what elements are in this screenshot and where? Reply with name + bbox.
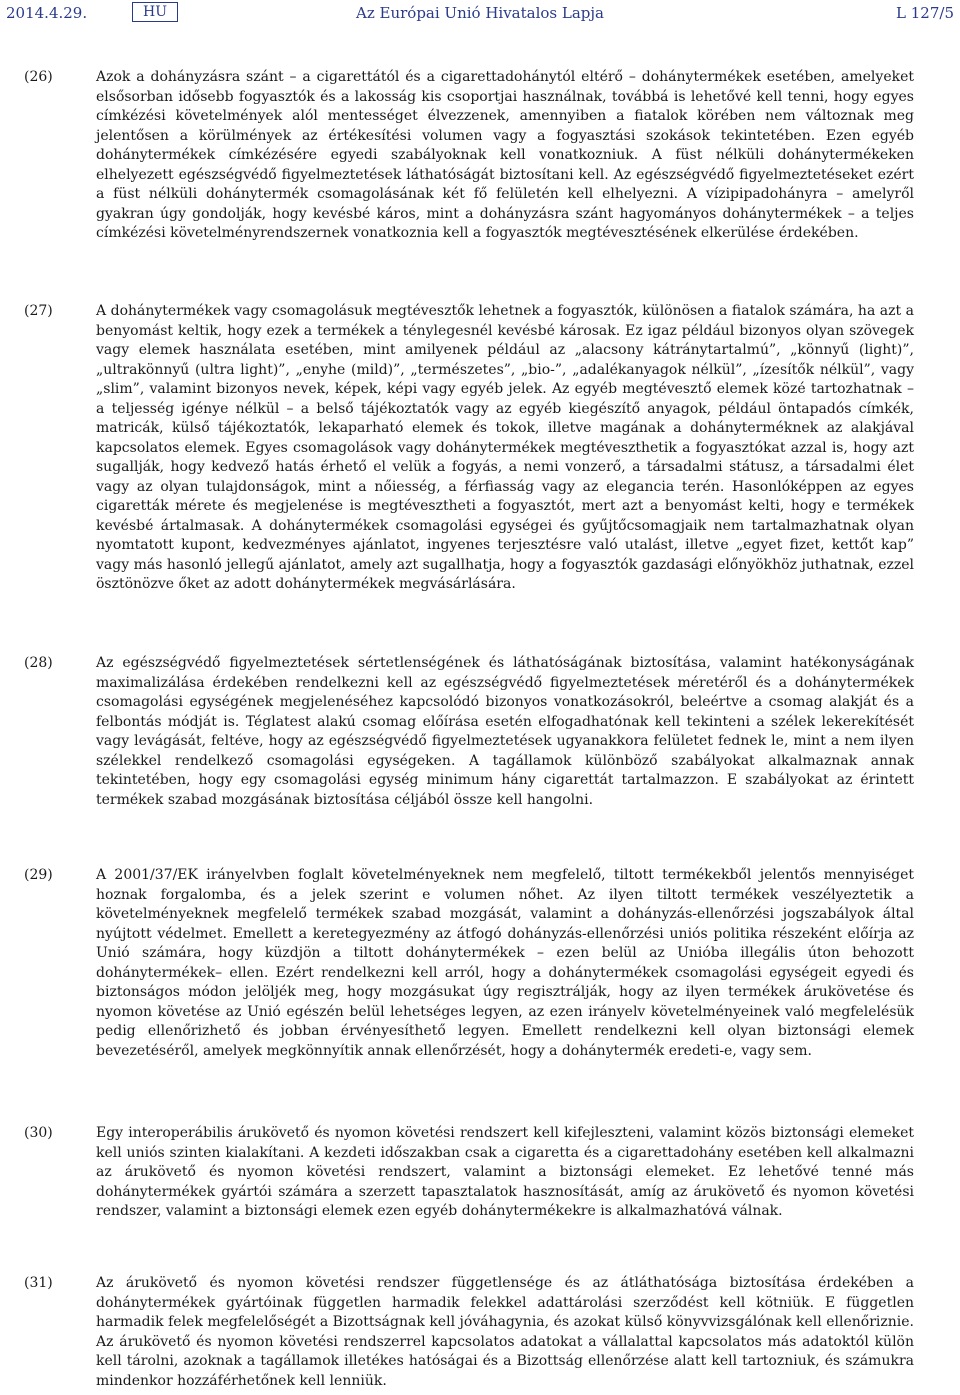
paragraph-number: (30) <box>24 1125 53 1141</box>
page-reference: L 127/5 <box>896 4 954 22</box>
publication-date: 2014.4.29. <box>6 4 88 22</box>
paragraph-text: Egy interoperábilis árukövető és nyomon követési rendszert kell kifejleszteni, valamint közös biztonsági elemeket kell uniós szinten kialakítani. A kezdeti időszakban csak a cigaretta és a cigarettadohány esetében kell alkalmazni az árukövető és nyomon követési rendszert, valamint a biztonsági elemeket. Ez lehetővé tenné más dohánytermékek gyártói számára a szerzett tapasztalatok hasznosítását, amíg az árukövető és nyomon követési rendszer, valamint a biztonsági elemek ezen egyéb dohánytermékekre is alkalmazhatóvá válnak. <box>96 1125 914 1219</box>
paragraph-text: Azok a dohányzásra szánt – a cigarettától és a cigarettadohánytól eltérő – dohánytermékek esetében, amelyeket elsősorban idősebb fogyasztók és a lakosság kis csoportjai használnak, továbbá is lehetővé kell tenni, hogy egyes címkézési követelmények alól mentességet élvezzenek, amennyiben a fiatalok körében nem változnak meg jelentősen a körülmények az értékesítési volumen vagy a fogyasztási szokások tekintetében. Ezen egyéb dohánytermékek címkézésére egyedi szabályoknak kell vonatkozniuk. A füst nélküli dohánytermékeken elhelyezett egészségvédő figyelmeztetések láthatóságát biztosítani kell. Az egészségvédő figyelmeztetéseket ezért a füst nélküli dohánytermék csomagolásának két fő felületén kell elhelyezni. A vízipipadohányra – amelyről gyakran úgy gondolják, hogy kevésbé káros, mint a dohányzásra szánt hagyományos dohánytermékek – a teljes címkézési követelményrendszernek vonatkoznia kell a fogyasztók megtévesztésének elkerülése érdekében. <box>96 69 914 241</box>
paragraph-number: (31) <box>24 1275 53 1291</box>
paragraph-text: Az árukövető és nyomon követési rendszer függetlensége és az átláthatósága biztosítása érdekében a dohánytermékek gyártóinak független harmadik felekkel adattárolási szerződést kell kötniük. E független harmadik felek megfelelőségét a Bizottságnak kell jóváhagynia, és azokat külső könyvvizsgálónak kell ellenőriznie. Az árukövető és nyomon követési rendszerrel kapcsolatos adatokat a vállalattal kapcsolatos más adatoktól külön kell tárolni, azoknak a tagállamok illetékes hatóságai és a Bizottság ellenőrzése alatt kell tartozniuk, és számukra mindenkor hozzáférhetőnek kell lenniük. <box>96 1275 914 1389</box>
paragraph-text: Az egészségvédő figyelmeztetések sértetlenségének és láthatóságának biztosítása, valamint hatékonyságának maximalizálása érdekében rendelkezni kell az egészségvédő figyelmeztetések méretéről és a dohánytermékek csomagolási egységének megjelenéséhez kapcsolódó bizonyos vonatkozásokról, beleértve a csomag alakját és a felbontás módját is. Téglatest alakú csomag előírása esetén elfogadhatónak kell tekinteni a szélek lekerekítését vagy levágását, feltéve, hogy az egészségvédő figyelmeztetések ugyanakkora felületet fednek le, mint a nem ilyen szélekkel rendelkező csomagolási egységeken. A tagállamok különböző szabályokat alkalmaznak annak tekintetében, hogy egy csomagolási egység minimum hány cigarettát tartalmazzon. E szabályokat az érintett termékek szabad mozgásának biztosítása céljából össze kell hangolni. <box>96 655 914 808</box>
paragraph-number: (27) <box>24 303 53 319</box>
paragraph-number: (28) <box>24 655 53 671</box>
paragraph-number: (26) <box>24 69 53 85</box>
journal-title: Az Európai Unió Hivatalos Lapja <box>356 4 604 22</box>
paragraph-text: A dohánytermékek vagy csomagolásuk megtévesztők lehetnek a fogyasztók, különösen a fiatalok számára, ha azt a benyomást keltik, hogy ezek a termékek a ténylegesnél kevésbé károsak. Ez igaz például bizonyos olyan szövegek vagy elemek használata esetében, mint amilyenek például az „alacsony kátránytartalmú”, „könnyű (light)”, „ultrakönnyű (ultra light)”, „enyhe (mild)”, „természetes”, „bio-”, „adalékanyagok nélkül”, „ízesítők nélkül”, vagy „slim”, valamint bizonyos nevek, képek, képi vagy egyéb jelek. Az egyéb megtévesztő elemek közé tartozhatnak – a teljesség igénye nélkül – a belső tájékoztatók vagy az egyéb kiegészítő anyagok, például öntapadós címkék, matricák, külső tájékoztatók, lekaparható elemek és tokok, illetve magának a dohányterméknek az alakjával kapcsolatos elemek. Egyes csomagolások vagy dohánytermékek megtéveszthetik a fogyasztókat azzal is, hogy azt sugallják, hogy kedvező hatás érhető el velük a fogyás, a nemi vonzerő, a társadalmi státusz, a társadalmi élet vagy az olyan tulajdonságok, mint a nőiesség, a férfiasság vagy az elegancia terén. Hasonlóképpen az egyes cigaretták mérete és megjelenése is megtévesztheti a fogyasztót, mert azt a benyomást kelti, hogy e termékek kevésbé ártalmasak. A dohánytermékek csomagolási egységei és gyűjtőcsomagjaik nem tartalmazhatnak olyan nyomtatott kupont, kedvezményes ajánlatot, ingyenes terjesztésre való utalást, illetve „egyet fizet, kettőt kap” vagy más hasonló jellegű ajánlatot, amely azt sugallhatja, hogy a fogyasztók gazdasági előnyökhöz juthatnak, ezzel ösztönözve őket az adott dohánytermékek megvásárlására. <box>96 303 914 592</box>
page-header <box>0 0 960 26</box>
paragraph-number: (29) <box>24 867 53 883</box>
language-badge: HU <box>132 2 178 22</box>
paragraph-text: A 2001/37/EK irányelvben foglalt követelményeknek nem megfelelő, tiltott termékekből jelentős mennyiséget hoznak forgalomba, és a jelek szerint e volumen nőhet. Az ilyen tiltott termékek veszélyeztetik a követelményeknek megfelelő termékek szabad mozgását, valamint a dohányzás-ellenőrzési jogszabályok által nyújtott védelmet. Emellett a keretegyezmény az átfogó dohányzás-ellenőrzési uniós politika részeként előírja az Unió számára, hogy küzdjön a tiltott dohánytermékek – ezen belül az Unióba illegális úton behozott dohánytermékek– ellen. Ezért rendelkezni kell arról, hogy a dohánytermékek csomagolási egységeit egyedi és biztonságos módon jelöljék meg, hogy mozgásukat úgy regisztrálják, hogy az ilyen termékek árukövetése és nyomon követése az Unió egészén belül lehetséges legyen, az ezen irányelv követelményeinek való megfelelésük pedig ellenőrizhető és jobban érvényesíthető legyen. Emellett rendelkezni kell olyan biztonsági elemek bevezetéséről, amelyek megkönnyítik annak ellenőrzését, hogy a dohánytermék eredeti-e, vagy sem. <box>96 867 914 1059</box>
